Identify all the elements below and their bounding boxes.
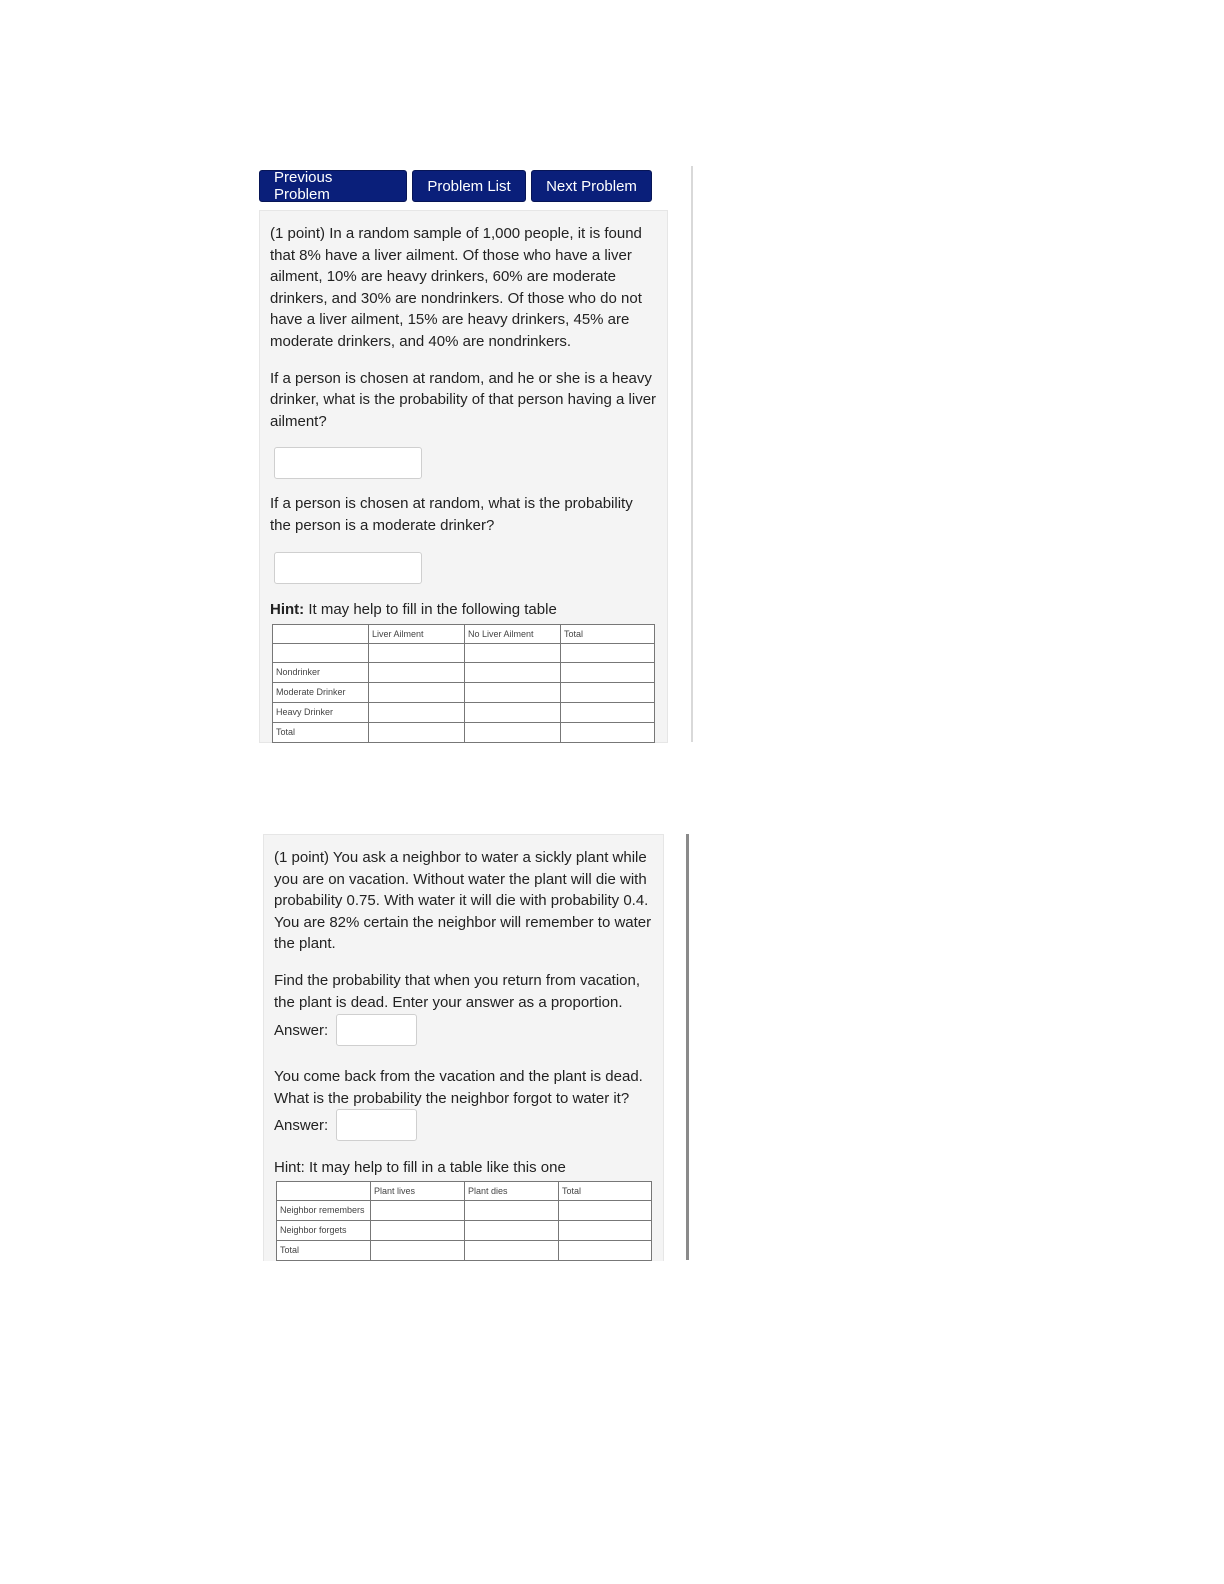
table-cell[interactable] [369, 683, 465, 703]
table-row [273, 703, 655, 723]
problem-navigation [259, 170, 652, 202]
problem-1-question-1: If a person is chosen at random, and he or she is a heavy drinker, what is the probability of that person having a liver ailment? [270, 369, 657, 430]
table-cell[interactable] [561, 683, 655, 703]
problem-1-intro: (1 point) In a random sample of 1,000 people, it is found that 8% have a liver ailment. Of those who have a liver ailment, 10% are heavy drinkers, 60% are moderate drinkers, and 30% are nondrinkers. Of those who do not have a liver ailment, 15% are heavy drinkers, 45% are moderate drinkers, and 40% are nondrinkers. [270, 225, 642, 350]
answer-input-1[interactable] [274, 447, 422, 479]
table-row [277, 1240, 652, 1260]
answer-input-2[interactable] [274, 552, 422, 584]
row-label: Total [273, 723, 369, 743]
problem-list-button[interactable]: Problem List [412, 170, 526, 202]
table-cell[interactable] [559, 1200, 652, 1220]
hint-1 [270, 599, 657, 621]
problem-2-panel [263, 834, 664, 1261]
table-cell[interactable] [369, 663, 465, 683]
table-header-cell: Total [559, 1181, 652, 1200]
hint-2: Hint: It may help to fill in a table like this one [274, 1159, 566, 1177]
hint-text: It may help to fill in the following table [304, 600, 557, 618]
row-label: Neighbor forgets [277, 1220, 371, 1240]
table-cell[interactable] [465, 723, 561, 743]
divider-line [691, 166, 693, 742]
table-cell[interactable] [465, 1200, 559, 1220]
previous-problem-button[interactable]: Previous Problem [259, 170, 407, 202]
divider-line [686, 834, 689, 1260]
row-label: Total [277, 1240, 371, 1260]
table-header-cell [277, 1181, 371, 1200]
problem-2-question-2: You come back from the vacation and the plant is dead. What is the probability the neighbor forgot to water it? [274, 1068, 643, 1107]
table-cell[interactable] [561, 663, 655, 683]
problem-1-question-2: If a person is chosen at random, what is the probability the person is a moderate drinker? [270, 495, 633, 534]
hint-label: Hint: [270, 600, 305, 618]
table-cell[interactable] [465, 663, 561, 683]
table-header-cell: Total [561, 625, 655, 644]
table-cell[interactable] [465, 683, 561, 703]
table-row [273, 683, 655, 703]
hint-table-2 [276, 1181, 652, 1261]
answer-label: Answer: [274, 1116, 329, 1134]
answer-row-1 [274, 1014, 653, 1046]
table-header-cell: Plant dies [465, 1181, 559, 1200]
table-cell[interactable] [465, 1240, 559, 1260]
next-problem-button[interactable]: Next Problem [531, 170, 652, 202]
table-cell[interactable] [371, 1200, 465, 1220]
table-header-cell [273, 625, 369, 644]
table-header-cell: No Liver Ailment [465, 625, 561, 644]
row-label: Heavy Drinker [273, 703, 369, 723]
row-label: Nondrinker [273, 663, 369, 683]
table-row [277, 1200, 652, 1220]
row-label: Moderate Drinker [273, 683, 369, 703]
answer-input-4[interactable] [336, 1109, 417, 1141]
table-cell[interactable] [371, 1240, 465, 1260]
problem-1-panel [259, 210, 668, 743]
answer-input-3[interactable] [336, 1014, 417, 1046]
table-row [273, 723, 655, 743]
table-row [277, 1220, 652, 1240]
table-header-cell: Plant lives [371, 1181, 465, 1200]
table-cell[interactable] [561, 703, 655, 723]
row-label: Neighbor remembers [277, 1200, 371, 1220]
table-cell[interactable] [465, 703, 561, 723]
table-cell[interactable] [465, 1220, 559, 1240]
table-cell[interactable] [369, 703, 465, 723]
answer-label: Answer: [274, 1021, 329, 1039]
table-cell[interactable] [369, 723, 465, 743]
table-cell[interactable] [371, 1220, 465, 1240]
table-cell[interactable] [559, 1240, 652, 1260]
answer-row-2 [274, 1109, 653, 1141]
table-header-cell: Liver Ailment [369, 625, 465, 644]
problem-2-question-1: Find the probability that when you return from vacation, the plant is dead. Enter your answer as a proportion. [274, 971, 641, 1011]
table-cell[interactable] [559, 1220, 652, 1240]
hint-table-1 [272, 624, 655, 743]
problem-2-intro: (1 point) You ask a neighbor to water a sickly plant while you are on vacation. Without water the plant will die with probability 0.75. With water it will die with probability 0.4. You are 82% certain the neighbor will remember to water the plant. [274, 849, 652, 953]
table-row [273, 663, 655, 683]
table-cell[interactable] [561, 723, 655, 743]
